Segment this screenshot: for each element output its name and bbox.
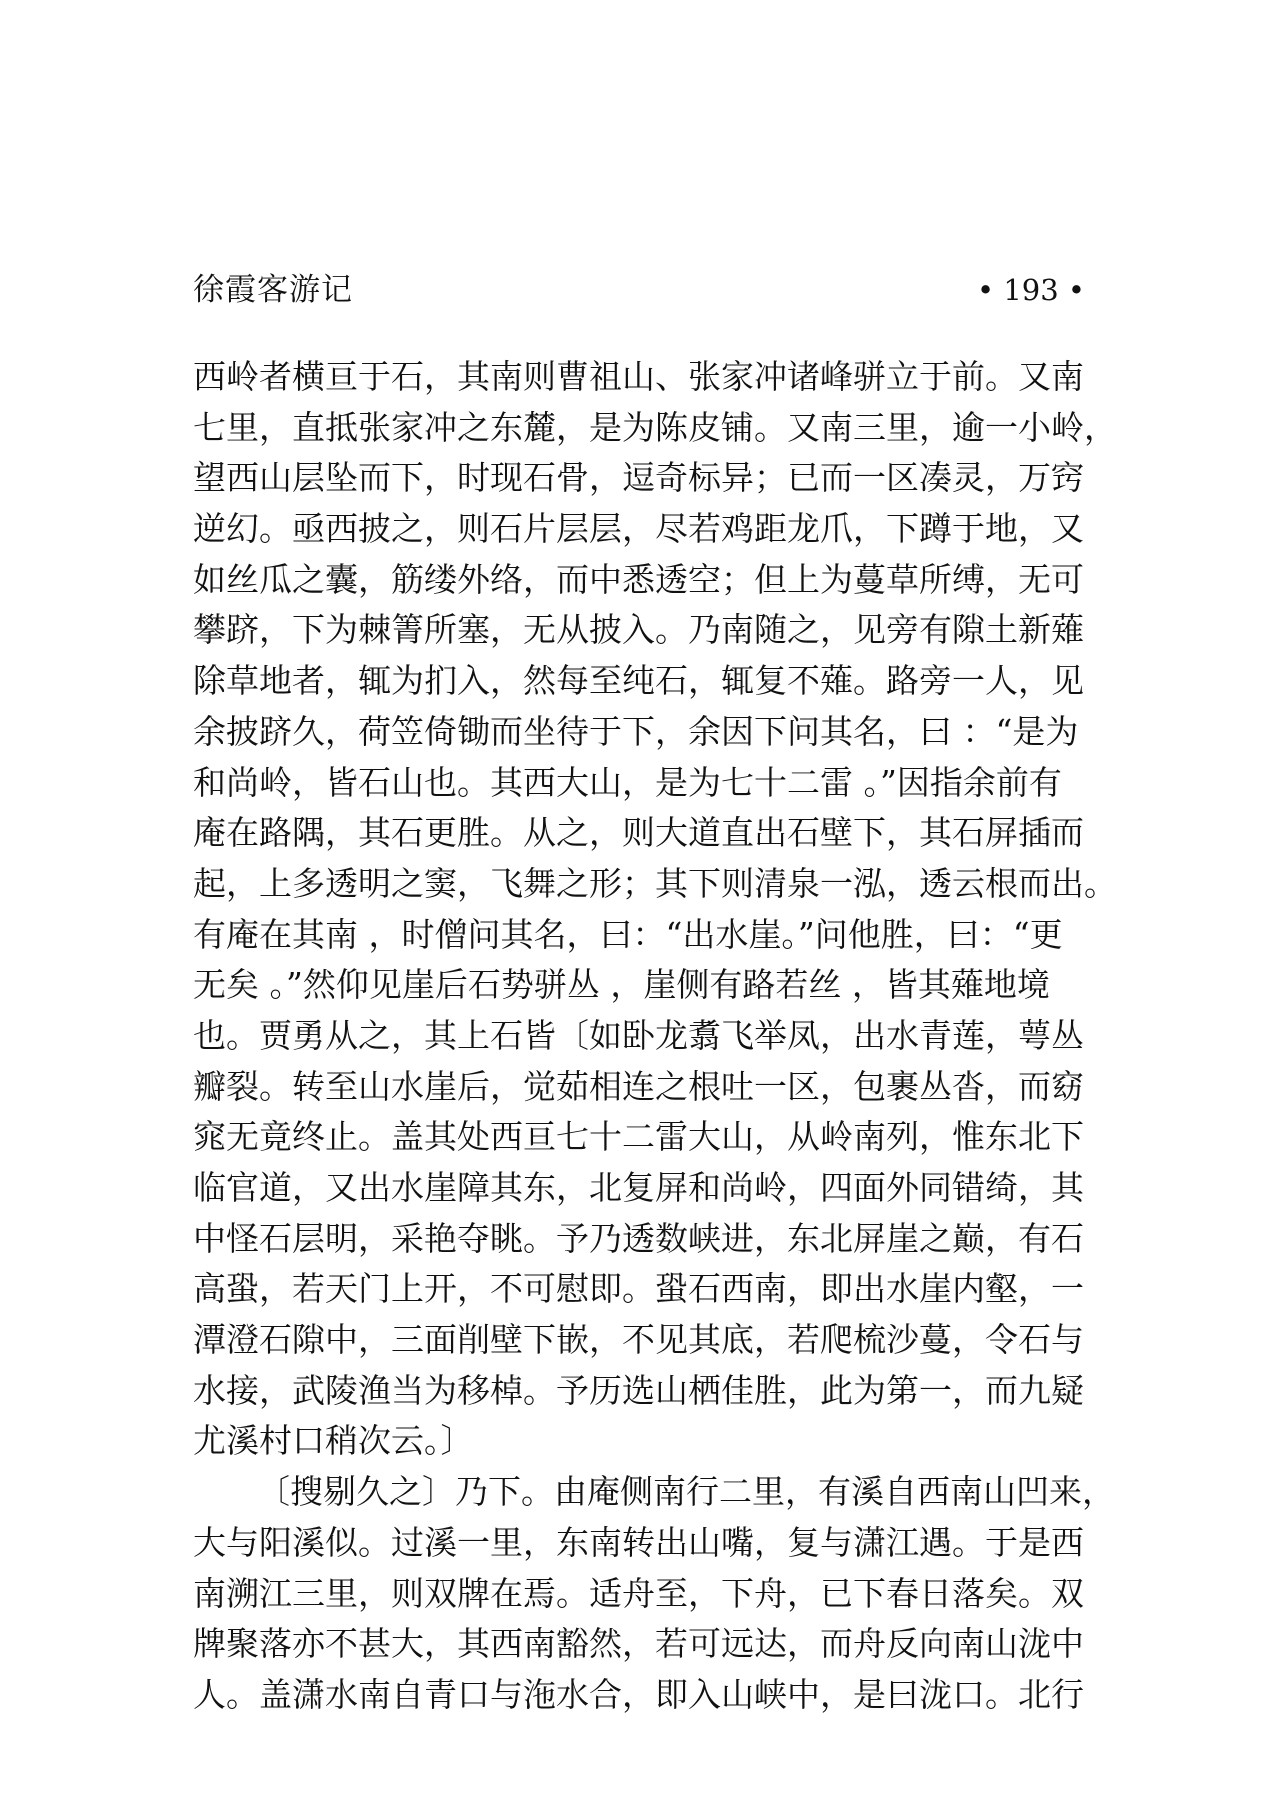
text-line: 窕无竟终止。盖其处西亘七十二雷大山，从岭南列，惟东北下 (193, 1117, 1084, 1157)
text-line: 如丝瓜之囊，筋缕外络，而中悉透空；但上为蔓草所缚，无可 (193, 559, 1084, 599)
page-header (193, 268, 1085, 312)
text-line: 余披跻久，荷笠倚锄而坐待于下，余因下问其名，曰 ：“是为 (193, 711, 1079, 751)
paragraph-start-line: 〔搜剔久之〕乃下。由庵侧南行二里，有溪自西南山凹来， (257, 1472, 1115, 1512)
page-number: • 193 • (977, 273, 1085, 307)
text-line: 临官道，又出水崖障其东，北复屏和尚岭，四面外同错绮，其 (193, 1168, 1084, 1207)
text-line: 逆幻。亟西披之，则石片层层，尽若鸡距龙爪，下蹲于地，又 (193, 509, 1084, 549)
text-line: 攀跻，下为棘箐所塞，无从披入。乃南随之，见旁有隙土新薙 (193, 610, 1084, 650)
text-line: 望西山层坠而下，时现石骨，逗奇标异；已而一区凑灵，万窍 (193, 458, 1084, 498)
text-line: 高蛩，若天门上开，不可慰即。蛩石西南，即出水崖内壑，一 (193, 1269, 1084, 1309)
body-text (193, 352, 1117, 1721)
text-line: 七里，直抵张家冲之东麓，是为陈皮铺。又南三里，逾一小岭， (193, 407, 1117, 447)
text-line: 和尚岭，皆石山也。其西大山，是为七十二雷 。”因指余前有 (193, 762, 1062, 802)
text-line: 无矣 。”然仰见崖后石势骈丛 ，崖侧有路若丝 ，皆其薙地境 (193, 965, 1050, 1005)
text-line: 尤溪村口稍次云。〕 (193, 1421, 474, 1461)
text-line: 大与阳溪似。过溪一里，东南转出山嘴，复与潇江遇。于是西 (193, 1522, 1084, 1562)
text-line: 西岭者横亘于石，其南则曹祖山、张家冲诸峰骈立于前。又南 (193, 357, 1084, 396)
text-line: 水接，武陵渔当为移棹。予历选山栖佳胜，此为第一，而九疑 (193, 1370, 1084, 1410)
text-line: 中怪石层明，采艳夺眺。予乃透数峡进，东北屏崖之巅，有石 (193, 1218, 1084, 1258)
text-line: 牌聚落亦不甚大，其西南豁然，若可远达，而舟反向南山泷中 (193, 1624, 1084, 1664)
text-line: 起，上多透明之窦，飞舞之形；其下则清泉一泓，透云根而出。 (193, 863, 1117, 903)
book-title: 徐霞客游记 (193, 272, 353, 308)
text-line: 南溯江三里，则双牌在焉。适舟至，下舟，已下春日落矣。双 (193, 1573, 1084, 1613)
text-line: 也。贾勇从之，其上石皆〔如卧龙翥飞举凤，出水青莲，萼丛 (193, 1015, 1084, 1055)
text-line: 有庵在其南 ，时僧问其名，曰：“出水崖。”问他胜，曰：“更 (193, 914, 1063, 954)
text-line: 庵在路隅，其石更胜。从之，则大道直出石壁下，其石屏插而 (193, 813, 1084, 853)
text-line: 除草地者，辄为扪入，然每至纯石，辄复不薙。路旁一人，见 (193, 661, 1084, 701)
text-line: 人。盖潇水南自青口与沲水合，即入山峡中，是曰泷口。北行 (193, 1674, 1084, 1714)
text-line: 潭澄石隙中，三面削壁下嵌，不见其底，若爬梳沙蔓，令石与 (193, 1320, 1084, 1360)
text-line: 瓣裂。转至山水崖后，觉茹相连之根吐一区，包裹丛沓，而窈 (193, 1066, 1084, 1106)
